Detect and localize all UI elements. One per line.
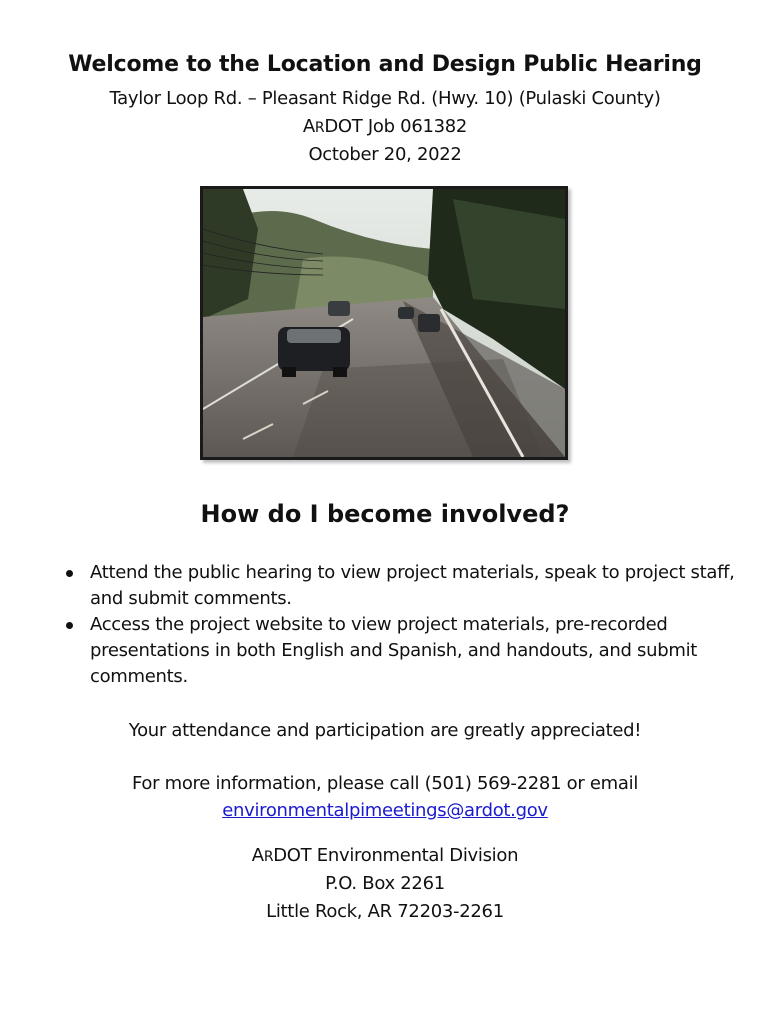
- email-link[interactable]: environmentalpimeetings@ardot.gov: [222, 800, 548, 821]
- org-name: ARDOT Environmental Division: [251, 845, 519, 866]
- hearing-date: October 20, 2022: [308, 144, 462, 165]
- city-address: Little Rock, AR 72203-2261: [266, 901, 504, 922]
- route-subtitle: Taylor Loop Rd. – Pleasant Ridge Rd. (Hwy. 10) (Pulaski County): [109, 88, 661, 109]
- list-item: Attend the public hearing to view project materials, speak to project staff, and submit comments.: [90, 560, 770, 612]
- po-box: P.O. Box 2261: [325, 873, 445, 894]
- appreciation-text: Your attendance and participation are greatly appreciated!: [128, 720, 642, 741]
- involvement-list: [60, 560, 770, 690]
- involvement-heading: How do I become involved?: [200, 500, 570, 528]
- road-photo: [200, 186, 568, 460]
- contact-info-line: For more information, please call (501) 569-2281 or email: [131, 773, 639, 794]
- job-number: ARDOT Job 061382: [302, 116, 468, 137]
- list-item: Access the project website to view project materials, pre-recorded presentations in both English and Spanish, and handouts, and submit comments.: [90, 612, 770, 690]
- page-title: Welcome to the Location and Design Public Hearing: [68, 52, 702, 77]
- contact-info: [0, 770, 770, 824]
